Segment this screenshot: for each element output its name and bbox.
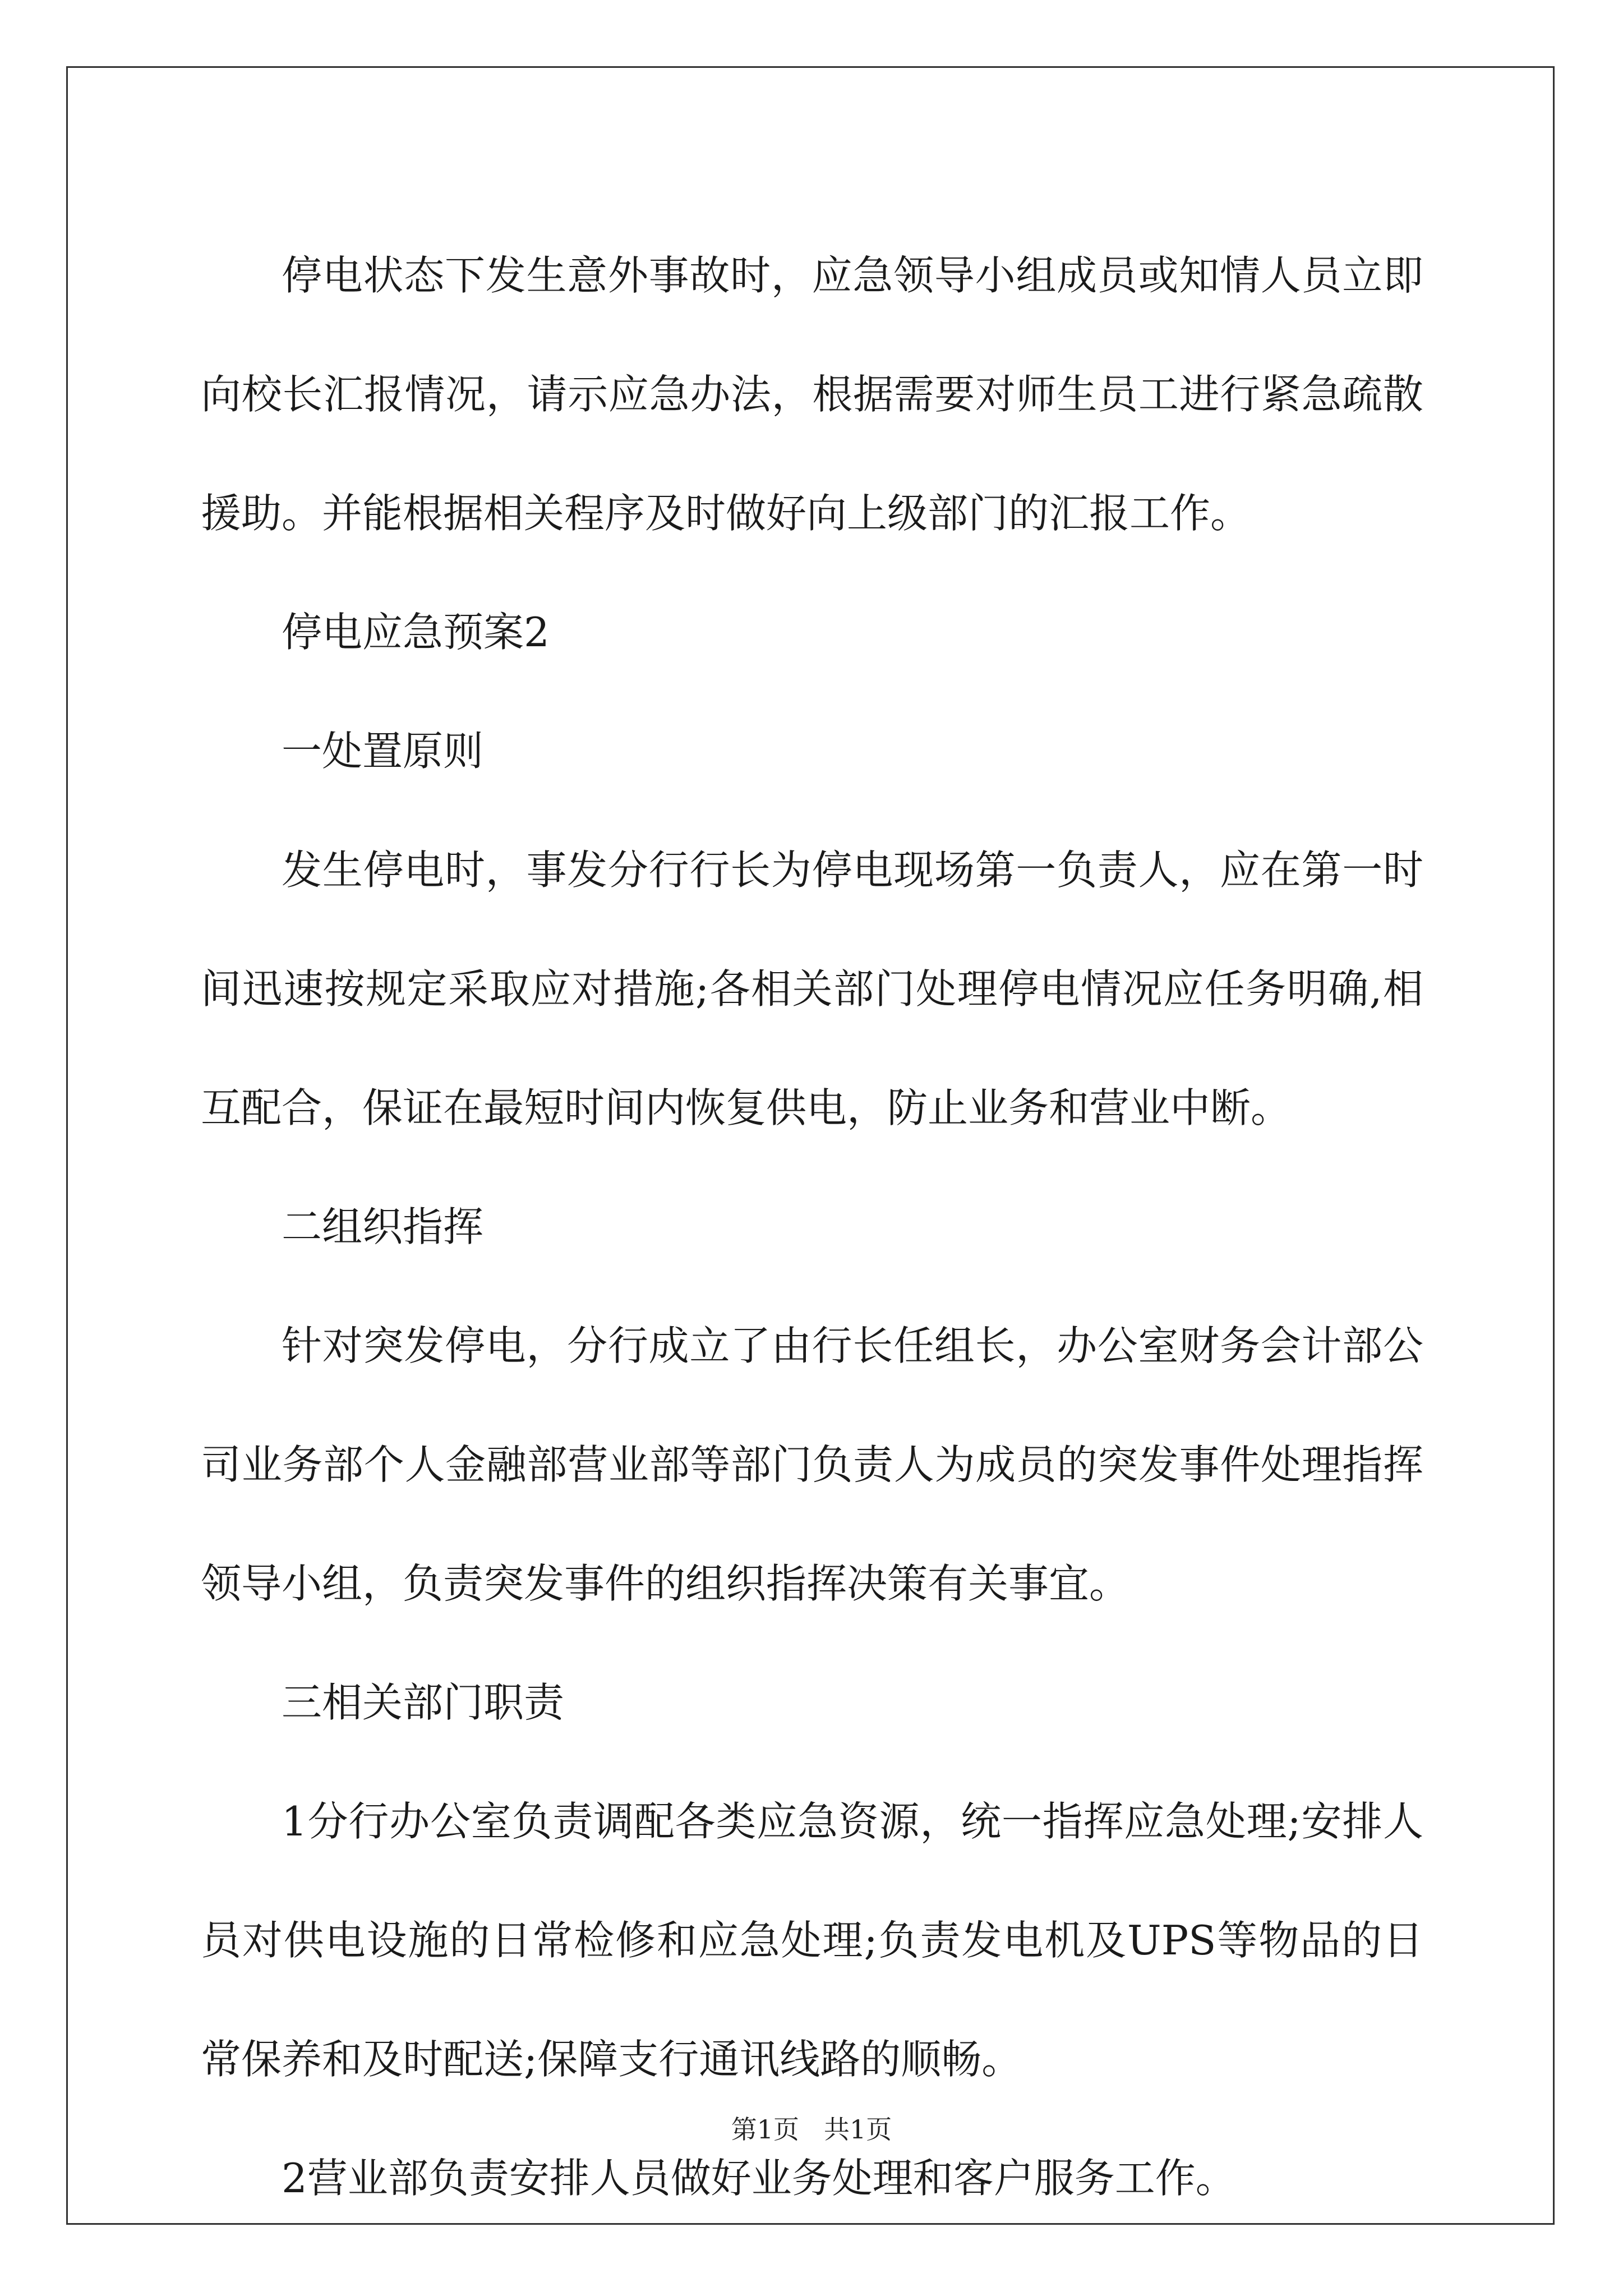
paragraph-office-duty: 1分行办公室负责调配各类应急资源，统一指挥应急处理;安排人员对供电设施的日常检修和应急处理;负责发电机及UPS等物品的日常保养和及时配送;保障支行通讯线路的顺畅。 [201,1798,1423,2083]
heading-command: 二组织指挥 [282,1203,484,1250]
heading-responsibilities: 三相关部门职责 [282,1679,565,1726]
page-footer [0,2113,1623,2146]
footer-spacer [799,2114,824,2145]
paragraph-emergency-report: 停电状态下发生意外事故时，应急领导小组成员或知情人员立即向校长汇报情况，请示应急办法，根据需要对师生员工进行紧急疏散援助。并能根据相关程序及时做好向上级部门的汇报工作。 [201,252,1423,537]
section-title-plan-2: 停电应急预案2 [282,609,550,656]
paragraph-business-duty: 2营业部负责安排人员做好业务处理和客户服务工作。 [282,2155,1236,2202]
paragraph-command: 针对突发停电，分行成立了由行长任组长，办公室财务会计部公司业务部个人金融部营业部等部门负责人为成员的突发事件处理指挥领导小组，负责突发事件的组织指挥决策有关事宜。 [201,1322,1423,1607]
document-body [201,216,1423,2238]
paragraph-principles: 发生停电时，事发分行行长为停电现场第一负责人，应在第一时间迅速按规定采取应对措施;各相关部门处理停电情况应任务明确,相互配合，保证在最短时间内恢复供电，防止业务和营业中断。 [201,846,1423,1131]
heading-principles: 一处置原则 [282,728,484,775]
page-total: 共1页 [823,2114,892,2145]
page-number: 第1页 [731,2114,800,2145]
